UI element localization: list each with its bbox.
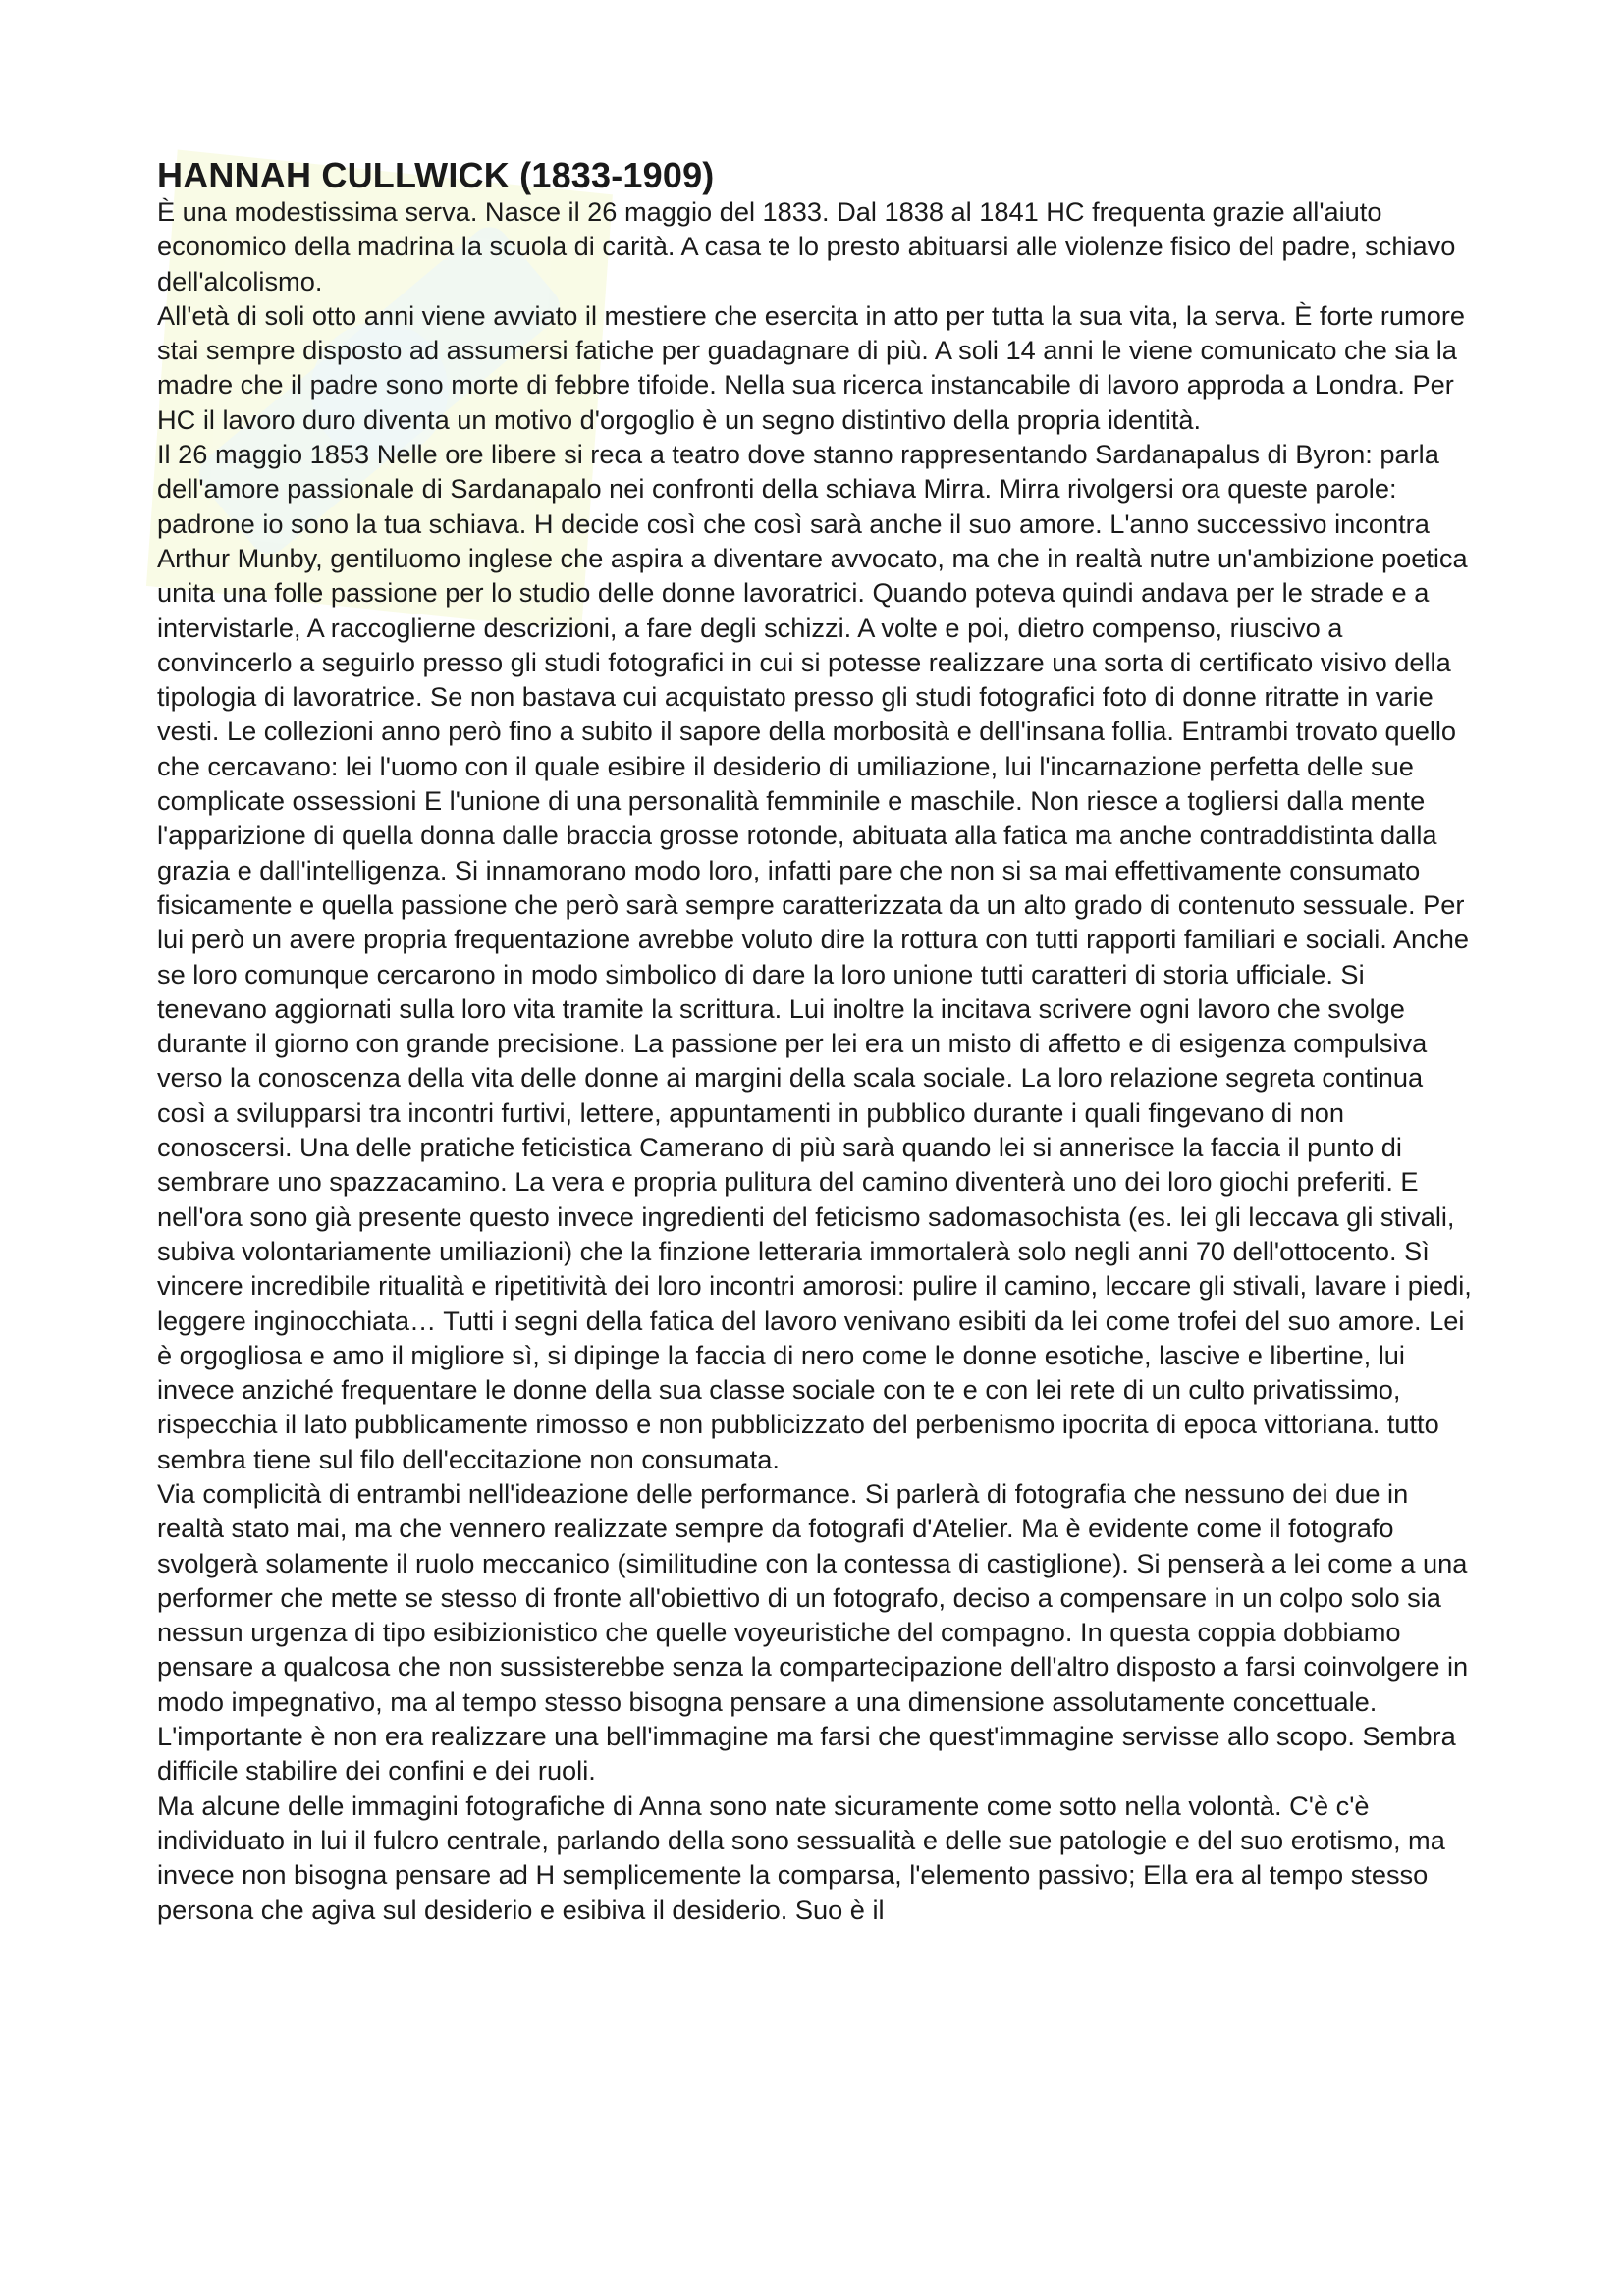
paragraph: All'età di soli otto anni viene avviato il mestiere che esercita in atto per tutta la sua vita, la serva. È forte rumore stai sempre disposto ad assumersi fatiche per guadagnare di più. A soli 14 anni le viene comunicato che sia la madre che il padre sono morte di febbre tifoide. Nella sua ricerca instancabile di lavoro approda a Londra. Per HC il lavoro duro diventa un motivo d'orgoglio è un segno distintivo della propria identità. — [157, 299, 1465, 435]
paragraph: Il 26 maggio 1853 Nelle ore libere si reca a teatro dove stanno rappresentando Sardanapalus di Byron: parla dell'amore passionale di Sardanapalo nei confronti della schiava Mirra. Mirra rivolgersi ora queste parole: padrone io sono la tua schiava. H decide così che così sarà anche il suo amore. L'anno successivo incontra Arthur Munby, gentiluomo inglese che aspira a diventare avvocato, ma che in realtà nutre un'ambizione poetica unita una folle passione per lo studio delle donne lavoratrici. Quando poteva quindi andava per le strade e a intervistarle, A raccoglierne descrizioni, a fare degli schizzi. A volte e poi, dietro compenso, riuscivo a convincerlo a seguirlo presso gli studi fotografici in cui si potesse realizzare una sorta di certificato visivo della tipologia di lavoratrice. Se non bastava cui acquistato presso gli studi fotografici foto di donne ritratte in varie vesti. Le collezioni anno però fino a subito il sapore della morbosità e dell'insana follia. Entrambi trovato quello che cercavano: lei l'uomo con il quale esibire il desiderio di umiliazione, lui l'incarnazione perfetta delle sue complicate ossessioni E l'unione di una personalità femminile e maschile. Non riesce a togliersi dalla mente l'apparizione di quella donna dalle braccia grosse rotonde, abituata alla fatica ma anche contraddistinta dalla grazia e dall'intelligenza. Si innamorano modo loro, infatti pare che non si sa mai effettivamente consumato fisicamente e quella passione che però sarà sempre caratterizzata da un alto grado di contenuto sessuale. Per lui però un avere propria frequentazione avrebbe voluto dire la rottura con tutti rapporti familiari e sociali. Anche se loro comunque cercarono in modo simbolico di dare la loro unione tutti caratteri di storia ufficiale. Si tenevano aggiornati sulla loro vita tramite la scrittura. Lui inoltre la incitava scrivere ogni lavoro che svolge durante il giorno con grande precisione. La passione per lei era un misto di affetto e di esigenza compulsiva verso la conoscenza della vita delle donne ai margini della scala sociale. La loro relazione segreta continua così a svilupparsi tra incontri furtivi, lettere, appuntamenti in pubblico durante i quali fingevano di non conoscersi. Una delle pratiche feticistica Camerano di più sarà quando lei si annerisce la faccia il punto di sembrare uno spazzacamino. La vera e propria pulitura del camino diventerà uno dei loro giochi preferiti. E nell'ora sono già presente questo invece ingredienti del feticismo sadomasochista (es. lei gli leccava gli stivali, subiva volontariamente umiliazioni) che la finzione letteraria immortalerà solo negli anni 70 dell'ottocento. Sì vincere incredibile ritualità e ripetitività dei loro incontri amorosi: pulire il camino, leccare gli stivali, lavare i piedi, leggere inginocchiata… Tutti i segni della fatica del lavoro venivano esibiti da lei come trofei del suo amore. Lei è orgogliosa e amo il migliore sì, si dipinge la faccia di nero come le donne esotiche, lascive e libertine, lui invece anziché frequentare le donne della sua classe sociale con te e con lei rete di un culto privatissimo, rispecchia il lato pubblicamente rimosso e non pubblicizzato del perbenismo ipocrita di epoca vittoriana. tutto sembra tiene sul filo dell'eccitazione non consumata. — [157, 439, 1472, 1474]
paragraph: È una modestissima serva. Nasce il 26 maggio del 1833. Dal 1838 al 1841 HC frequenta grazie all'aiuto economico della madrina la scuola di carità. A casa te lo presto abituarsi alle violenze fisico del padre, schiavo dell'alcolismo. — [157, 196, 1456, 296]
document-body — [157, 155, 1478, 1927]
paragraph: Ma alcune delle immagini fotografiche di Anna sono nate sicuramente come sotto nella volontà. C'è c'è individuato in lui il fulcro centrale, parlando della sono sessualità e delle sue patologie e del suo erotismo, ma invece non bisogna pensare ad H semplicemente la comparsa, l'elemento passivo; Ella era al tempo stesso persona che agiva sul desiderio e esibiva il desiderio. Suo è il — [157, 1789, 1445, 1925]
paragraph: Via complicità di entrambi nell'ideazione delle performance. Si parlerà di fotografia che nessuno dei due in realtà stato mai, ma che vennero realizzate sempre da fotografi d'Atelier. Ma è evidente come il fotografo svolgerà solamente il ruolo meccanico (similitudine con la contessa di castiglione). Si penserà a lei come a una performer che mette se stesso di fronte all'obiettivo di un fotografo, deciso a compensare in un colpo solo sia nessun urgenza di tipo esibizionistico che quelle voyeuristiche del compagno. In questa coppia dobbiamo pensare a qualcosa che non sussisterebbe senza la compartecipazione dell'altro disposto a farsi coinvolgere in modo impegnativo, ma al tempo stesso bisogna pensare a una dimensione assolutamente concettuale. L'importante è non era realizzare una bell'immagine ma farsi che quest'immagine servisse allo scopo. Sembra difficile stabilire dei confini e dei ruoli. — [157, 1477, 1469, 1787]
document-title: HANNAH CULLWICK (1833-1909) — [157, 155, 715, 195]
